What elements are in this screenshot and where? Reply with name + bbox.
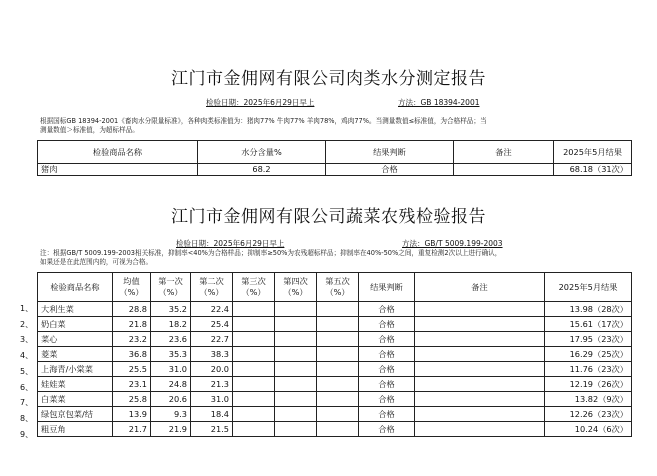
table-row: [38, 392, 632, 407]
veg-t4: [275, 362, 317, 377]
veg-remark: [415, 407, 545, 422]
veg-header-t1-label: 第一次: [158, 276, 183, 286]
veg-note-line2: 如果还是在此范围内的，可视为合格。: [40, 258, 153, 266]
veg-t5: [317, 362, 359, 377]
meat-header-value: 水分含量%: [198, 141, 326, 164]
veg-result: 合格: [359, 377, 415, 392]
veg-method-label: 方法：GB/T 5009.199-2003: [402, 239, 503, 248]
veg-avg: 21.8: [113, 317, 151, 332]
table-row: [38, 422, 632, 437]
meat-report-title: 江门市金佣网有限公司肉类水分测定报告: [171, 69, 486, 89]
veg-t3: [233, 362, 275, 377]
row-index: 5、: [20, 366, 34, 376]
veg-t4: [275, 422, 317, 437]
veg-remark: [415, 302, 545, 317]
veg-t3: [233, 317, 275, 332]
veg-header-t4-unit: （%）: [283, 287, 308, 297]
veg-may: 11.76（23次）: [545, 362, 632, 377]
veg-may: 12.26（23次）: [545, 407, 632, 422]
veg-t2: 20.0: [191, 362, 233, 377]
veg-t5: [317, 347, 359, 362]
veg-t2: 21.3: [191, 377, 233, 392]
veg-t4: [275, 332, 317, 347]
veg-may: 10.24（6次）: [545, 422, 632, 437]
veg-header-t3: [233, 273, 275, 302]
veg-t5: [317, 332, 359, 347]
veg-t4: [275, 347, 317, 362]
meat-note-line1: 根据国标GB 18394-2001《畜肉水分限量标准》，各种肉类标准值为：猪肉77% 牛肉77% 羊肉78%，鸡肉77%。当测量数值≤标准值，为合格样品；当: [40, 117, 487, 125]
veg-may: 12.19（26次）: [545, 377, 632, 392]
veg-name: 娃娃菜: [38, 377, 113, 392]
veg-remark: [415, 377, 545, 392]
veg-result: 合格: [359, 407, 415, 422]
veg-result: 合格: [359, 347, 415, 362]
veg-header-t2-unit: （%）: [199, 287, 224, 297]
veg-result: 合格: [359, 302, 415, 317]
veg-result: 合格: [359, 392, 415, 407]
veg-header-t1: [151, 273, 191, 302]
row-index: 8、: [20, 413, 34, 423]
veg-t4: [275, 302, 317, 317]
veg-avg: 28.8: [113, 302, 151, 317]
veg-t2: 25.4: [191, 317, 233, 332]
veg-t5: [317, 392, 359, 407]
veg-header-t1-unit: （%）: [158, 287, 183, 297]
veg-t2: 31.0: [191, 392, 233, 407]
veg-t1: 20.6: [151, 392, 191, 407]
veg-t4: [275, 377, 317, 392]
veg-t3: [233, 332, 275, 347]
veg-name: 大利生菜: [38, 302, 113, 317]
table-row: [38, 164, 632, 176]
veg-t1: 21.9: [151, 422, 191, 437]
table-row: [38, 347, 632, 362]
veg-t1: 18.2: [151, 317, 191, 332]
veg-t1: 9.3: [151, 407, 191, 422]
veg-t2: 22.4: [191, 302, 233, 317]
table-row: [38, 362, 632, 377]
veg-t4: [275, 392, 317, 407]
veg-t3: [233, 347, 275, 362]
veg-may: 15.61（17次）: [545, 317, 632, 332]
veg-header-t5: [317, 273, 359, 302]
veg-avg: 36.8: [113, 347, 151, 362]
veg-result: 合格: [359, 332, 415, 347]
veg-t3: [233, 392, 275, 407]
veg-remark: [415, 347, 545, 362]
row-index: 4、: [20, 351, 34, 361]
veg-may: 17.95（23次）: [545, 332, 632, 347]
veg-name: 菜心: [38, 332, 113, 347]
meat-table-header: [38, 141, 632, 164]
veg-header-t2-label: 第二次: [199, 276, 224, 286]
meat-header-may: 2025年5月结果: [554, 141, 632, 164]
meat-may: 68.18（31次）: [554, 164, 632, 176]
meat-table: [37, 140, 632, 176]
row-index: 2、: [20, 319, 34, 329]
veg-t1: 23.6: [151, 332, 191, 347]
table-row: [38, 302, 632, 317]
meat-header-name: 检验商品名称: [38, 141, 198, 164]
meat-name: 猪肉: [38, 164, 198, 176]
meat-result: 合格: [326, 164, 454, 176]
veg-may: 13.82（9次）: [545, 392, 632, 407]
veg-t1: 35.3: [151, 347, 191, 362]
veg-name: 上海青/小棠菜: [38, 362, 113, 377]
veg-avg: 25.8: [113, 392, 151, 407]
veg-header-may: 2025年5月结果: [545, 273, 632, 302]
veg-t5: [317, 407, 359, 422]
veg-avg: 25.5: [113, 362, 151, 377]
veg-t3: [233, 302, 275, 317]
veg-name: 奶白菜: [38, 317, 113, 332]
veg-remark: [415, 422, 545, 437]
row-index: 3、: [20, 335, 34, 345]
veg-header-result: 结果判断: [359, 273, 415, 302]
veg-table-header: [38, 273, 632, 302]
veg-t2: 18.4: [191, 407, 233, 422]
meat-method-label: 方法：GB 18394-2001: [398, 98, 480, 107]
veg-header-t4: [275, 273, 317, 302]
veg-avg: 23.2: [113, 332, 151, 347]
veg-remark: [415, 392, 545, 407]
veg-t3: [233, 407, 275, 422]
veg-remark: [415, 362, 545, 377]
meat-header-result: 结果判断: [326, 141, 454, 164]
veg-avg: 21.7: [113, 422, 151, 437]
row-index: 9、: [20, 429, 34, 439]
veg-t1: 31.0: [151, 362, 191, 377]
veg-t2: 21.5: [191, 422, 233, 437]
veg-t5: [317, 422, 359, 437]
table-row: [38, 332, 632, 347]
veg-remark: [415, 317, 545, 332]
meat-header-remark: 备注: [454, 141, 554, 164]
table-row: [38, 407, 632, 422]
veg-note-line1: 注：根据GB/T 5009.199-2003相关标准，抑制率<40%为合格样品；抑制率≥50%为农残超标样品；抑制率在40%-50%之间，重复检测2次以上进行确认，: [40, 249, 502, 257]
veg-result: 合格: [359, 362, 415, 377]
table-row: [38, 377, 632, 392]
veg-header-t5-label: 第五次: [325, 276, 350, 286]
veg-header-t3-unit: （%）: [241, 287, 266, 297]
veg-t4: [275, 317, 317, 332]
veg-name: 粗豆角: [38, 422, 113, 437]
meat-note-line2: 测量数值＞标准值，为超标样品。: [40, 126, 139, 134]
veg-header-name: 检验商品名称: [38, 273, 113, 302]
veg-avg: 13.9: [113, 407, 151, 422]
veg-header-t5-unit: （%）: [325, 287, 350, 297]
meat-remark: [454, 164, 554, 176]
veg-t4: [275, 407, 317, 422]
veg-header-remark: 备注: [415, 273, 545, 302]
meat-value: 68.2: [198, 164, 326, 176]
veg-t3: [233, 422, 275, 437]
row-index: 1、: [20, 304, 34, 313]
veg-header-avg: [113, 273, 151, 302]
veg-t5: [317, 377, 359, 392]
veg-t5: [317, 302, 359, 317]
veg-may: 13.98（28次）: [545, 302, 632, 317]
veg-header-t3-label: 第三次: [241, 276, 266, 286]
veg-header-avg-unit: （%）: [119, 287, 144, 297]
veg-t1: 24.8: [151, 377, 191, 392]
meat-date-label: 检验日期：2025年6月29日早上: [206, 98, 315, 107]
veg-header-t2: [191, 273, 233, 302]
veg-result: 合格: [359, 317, 415, 332]
veg-header-t4-label: 第四次: [283, 276, 308, 286]
row-index: 6、: [20, 382, 34, 392]
veg-report-title: 江门市金佣网有限公司蔬菜农残检验报告: [171, 207, 486, 227]
veg-t2: 38.3: [191, 347, 233, 362]
row-index: 7、: [20, 398, 34, 408]
veg-date-label: 检验日期：2025年6月29日早上: [176, 239, 285, 248]
veg-t3: [233, 377, 275, 392]
veg-name: 白菜菜: [38, 392, 113, 407]
veg-result: 合格: [359, 422, 415, 437]
table-row: [38, 317, 632, 332]
veg-name: 菱菜: [38, 347, 113, 362]
veg-table: [37, 272, 632, 437]
veg-t5: [317, 317, 359, 332]
veg-remark: [415, 332, 545, 347]
veg-may: 16.29（25次）: [545, 347, 632, 362]
veg-t2: 22.7: [191, 332, 233, 347]
veg-avg: 23.1: [113, 377, 151, 392]
veg-header-avg-label: 均值: [123, 276, 140, 286]
veg-t1: 35.2: [151, 302, 191, 317]
veg-name: 绿包京包菜/结: [38, 407, 113, 422]
